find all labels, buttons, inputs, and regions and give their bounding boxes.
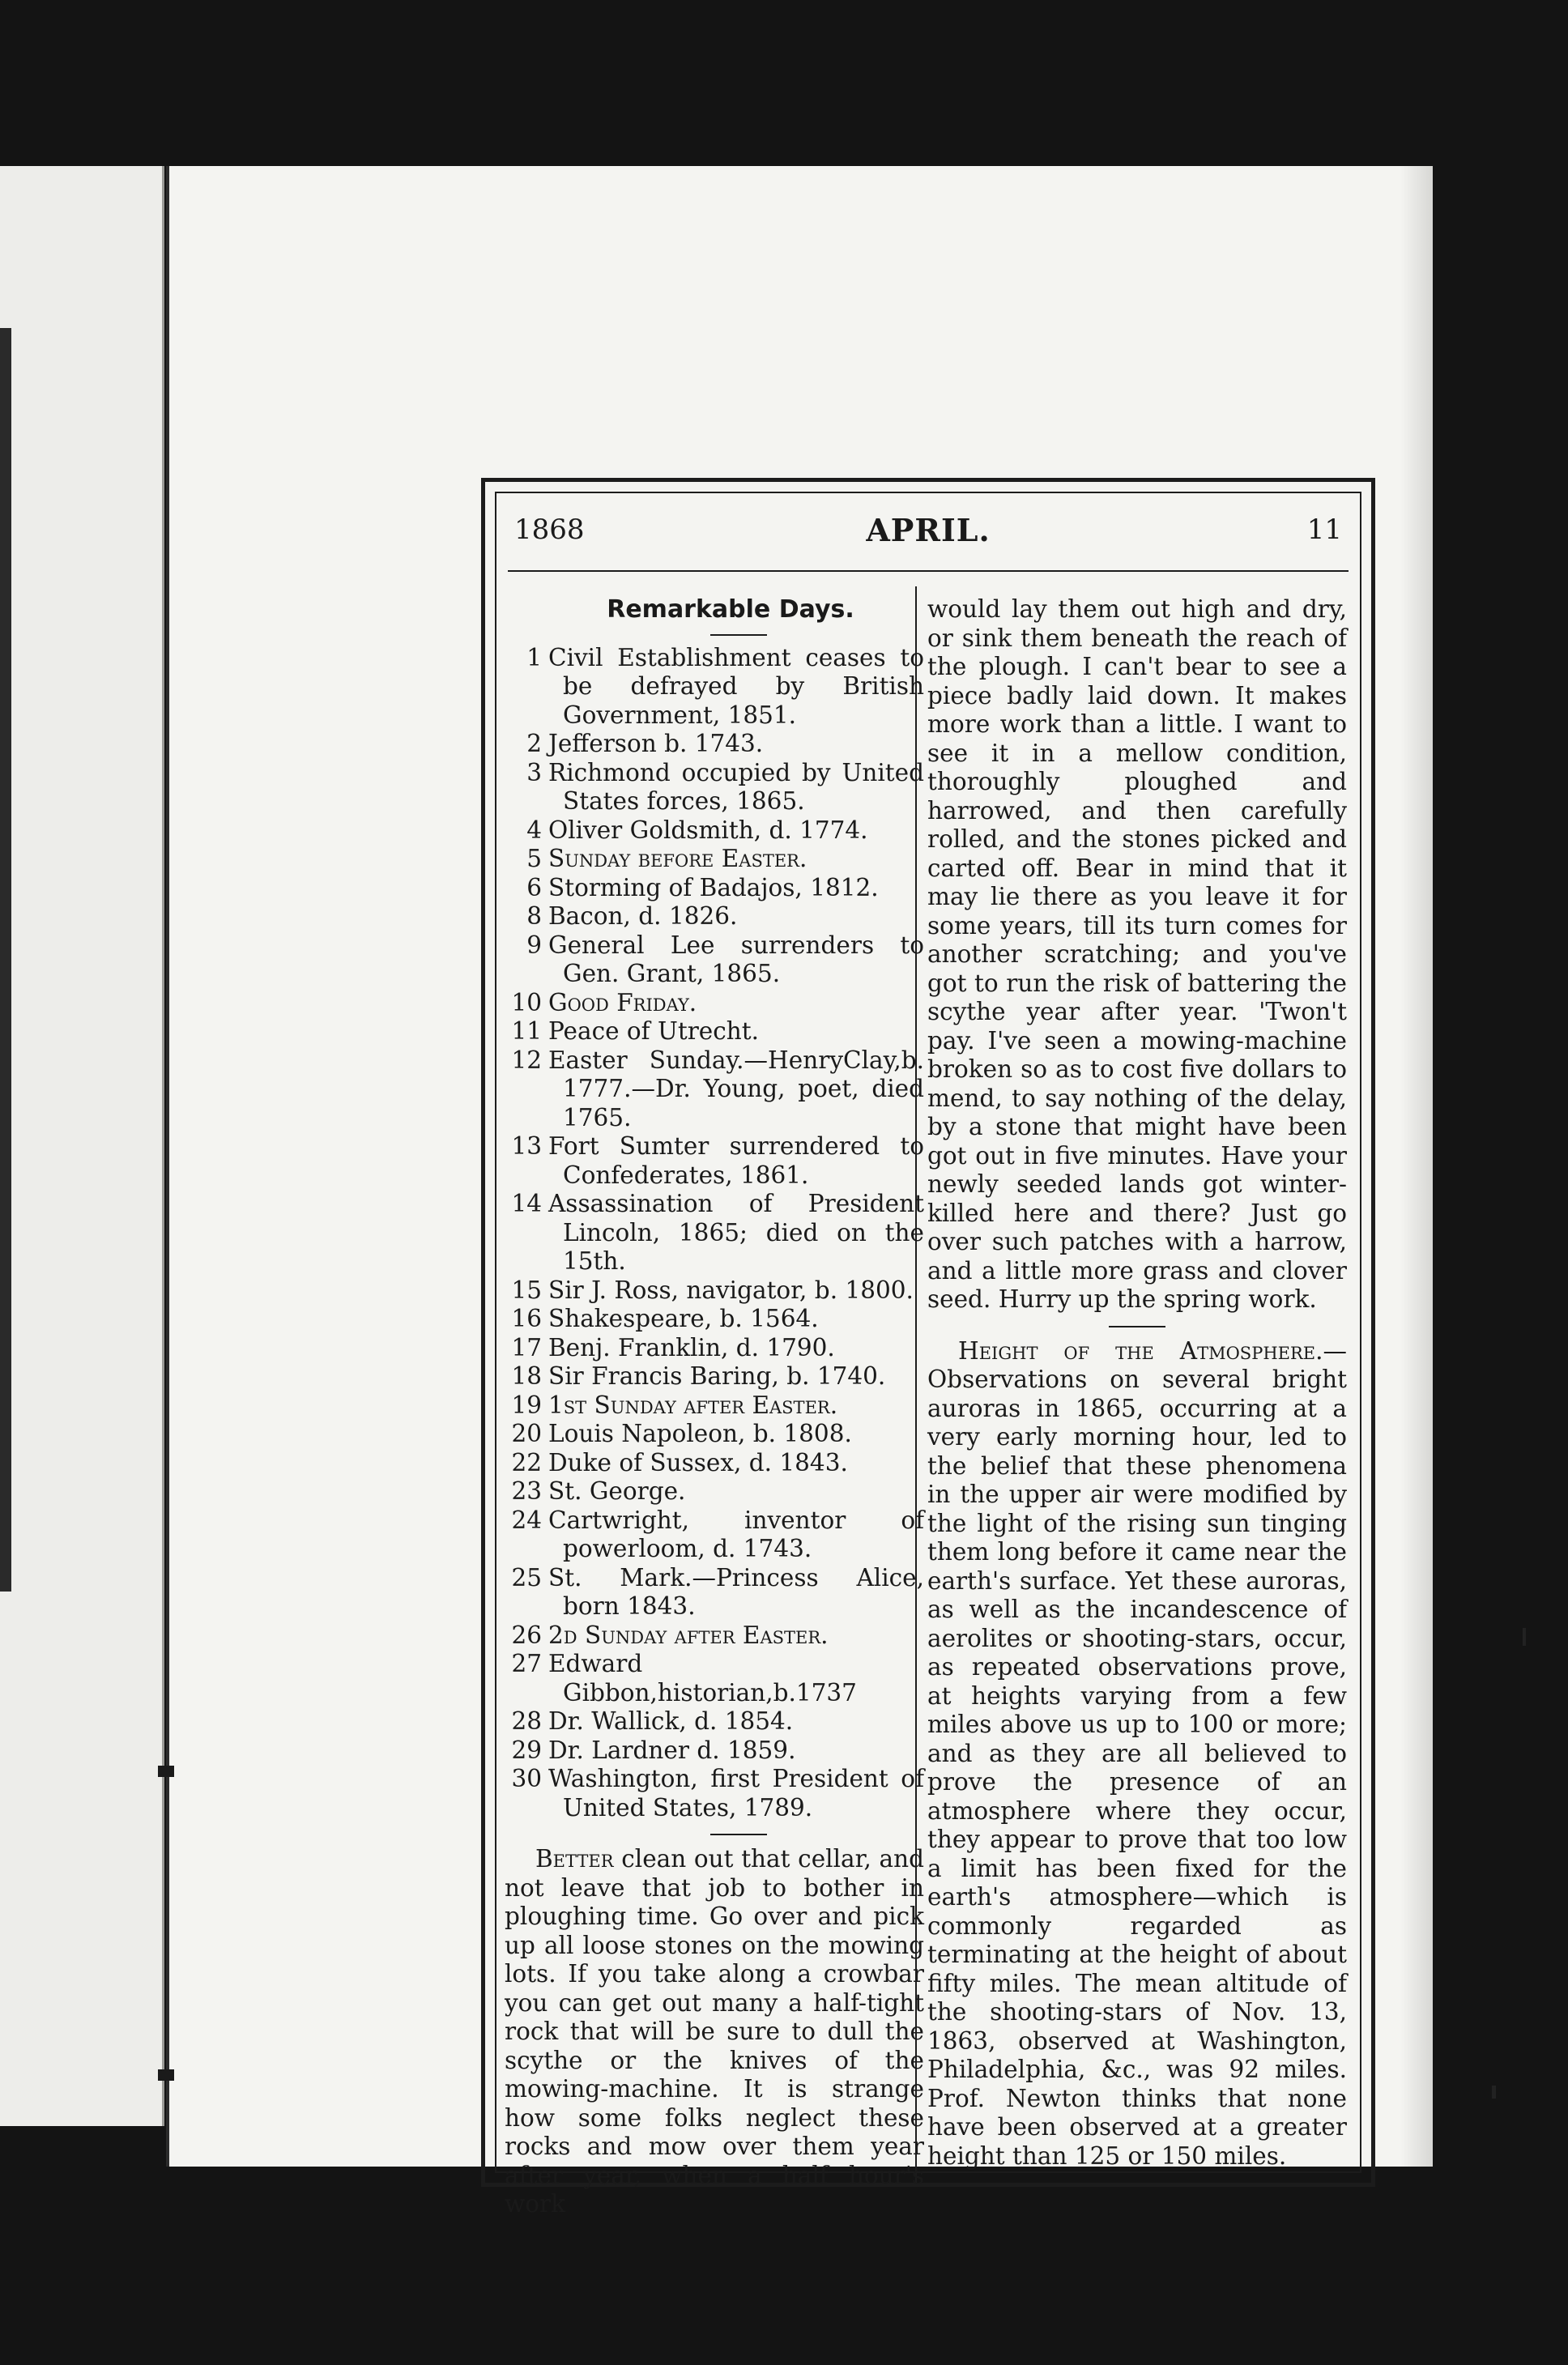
better-paragraph xyxy=(505,1845,924,2219)
remarkable-day-row xyxy=(505,1506,924,1564)
binding-stitch xyxy=(158,1766,174,1777)
day-event: Benj. Franklin, d. 1790. xyxy=(548,1333,835,1361)
better-text: clean out that cellar, and not leave that job to bother in ploughing time. Go over and pick up all loose stones on the mowing lots. If you take along a crowbar you can get out many a half-tight rock that will be sure to dull the scythe or the knives of the mowing-machine. It is strange how some folks neglect these rocks and mow over them year after year, when a half hour's work xyxy=(505,1845,924,2218)
remarkable-day-row xyxy=(505,1305,924,1334)
section-rule xyxy=(1109,1326,1165,1327)
day-number: 24 xyxy=(511,1506,542,1534)
remarkable-day-row xyxy=(505,759,924,816)
day-number: 23 xyxy=(511,1477,542,1505)
scan-speck xyxy=(1492,2086,1496,2099)
day-number: 13 xyxy=(511,1132,542,1160)
remarkable-day-row xyxy=(505,1132,924,1190)
text-frame xyxy=(481,478,1375,2218)
day-number: 9 xyxy=(526,931,542,959)
remarkable-day-row xyxy=(505,1650,924,1707)
remarkable-day-row xyxy=(505,1017,924,1046)
day-number: 5 xyxy=(526,845,542,872)
remarkable-day-row xyxy=(505,644,924,731)
day-event: Peace of Utrecht. xyxy=(548,1017,760,1045)
remarkable-day-row xyxy=(505,874,924,903)
day-number: 25 xyxy=(511,1563,542,1592)
remarkable-day-row xyxy=(505,816,924,846)
day-event: Easter Sunday.—HenryClay,b. 1777.—Dr. Young, poet, died 1765. xyxy=(548,1046,924,1131)
continued-paragraph: would lay them out high and dry, or sink them beneath the reach of the plough. I can't bear to see a piece badly laid down. It makes more work than a little. I want to see it in a mellow condition, thoroughly ploughed and harrowed, and then carefully rolled, and the stones picked and carted off. Bear in mind that it may lie there as you leave it for some years, till its turn comes for another scratching; and you've got to run the risk of battering the scythe year after year. 'Twon't pay. I've seen a mowing-machine broken so as to cost five dollars to mend, to say nothing of the delay, by a stone that might have been got out in five minutes. Have your newly seeded lands got winter-killed here and there? Just go over such patches with a harrow, and a little more grass and clover seed. Hurry up the spring work. xyxy=(927,595,1347,1313)
day-number: 10 xyxy=(511,988,542,1016)
remarkable-day-row xyxy=(505,902,924,931)
previous-page-edge xyxy=(0,328,11,1592)
day-event: Dr. Wallick, d. 1854. xyxy=(548,1707,794,1735)
day-event: Civil Establishment ceases to be defrayed by British Government, 1851. xyxy=(548,643,924,729)
day-event: Washington, first President of United States, 1789. xyxy=(548,1765,924,1822)
day-number: 8 xyxy=(526,902,542,930)
page-shadow xyxy=(1400,166,1433,2167)
day-number: 20 xyxy=(511,1420,542,1447)
remarkable-day-row xyxy=(505,1420,924,1449)
remarkable-day-row xyxy=(505,1391,924,1421)
scan-speck xyxy=(1523,1628,1526,1646)
day-event: Good Friday. xyxy=(548,988,697,1016)
remarkable-days-heading: Remarkable Days. xyxy=(607,595,854,624)
day-event: 2d Sunday after Easter. xyxy=(548,1621,829,1649)
remarkable-day-row xyxy=(505,1276,924,1306)
day-number: 2 xyxy=(526,730,542,757)
remarkable-day-row xyxy=(505,1477,924,1506)
remarkable-day-row xyxy=(505,1046,924,1133)
day-event: Sunday before Easter. xyxy=(548,845,807,872)
remarkable-day-row xyxy=(505,1564,924,1621)
day-number: 29 xyxy=(511,1736,542,1764)
remarkable-day-row xyxy=(505,1736,924,1766)
almanac-page xyxy=(166,166,1433,2218)
day-number: 30 xyxy=(511,1765,542,1792)
atmosphere-lead: Height of the Atmosphere.— xyxy=(958,1336,1347,1365)
page-month-title: APRIL. xyxy=(866,512,991,548)
day-event: Assassination of President Lincoln, 1865; died on the 15th. xyxy=(548,1190,924,1275)
day-number: 15 xyxy=(511,1276,542,1304)
day-number: 11 xyxy=(511,1017,542,1045)
header-rule xyxy=(508,570,1349,572)
remarkable-day-row xyxy=(505,1765,924,1822)
remarkable-day-row xyxy=(505,845,924,874)
left-column xyxy=(505,589,924,2219)
day-event: Edward Gibbon,historian,b.1737 xyxy=(548,1650,857,1707)
page-year: 1868 xyxy=(514,513,585,546)
previous-page-strip xyxy=(0,166,164,2126)
remarkable-day-row xyxy=(505,730,924,759)
better-lead: Better xyxy=(535,1845,614,1873)
remarkable-day-row xyxy=(505,1449,924,1478)
section-rule xyxy=(710,1834,767,1835)
day-number: 12 xyxy=(511,1046,542,1074)
day-event: St. Mark.—Princess Alice, born 1843. xyxy=(548,1563,924,1620)
day-event: Sir Francis Baring, b. 1740. xyxy=(548,1362,886,1390)
day-event: Sir J. Ross, navigator, b. 1800. xyxy=(548,1276,914,1304)
remarkable-day-row xyxy=(505,989,924,1018)
day-event: Shakespeare, b. 1564. xyxy=(548,1305,819,1332)
day-event: General Lee surrenders to Gen. Grant, 1865. xyxy=(548,931,924,987)
binding-stitch xyxy=(158,2069,174,2081)
text-frame-inner xyxy=(495,492,1361,2218)
section-rule xyxy=(710,634,767,636)
day-event: 1st Sunday after Easter. xyxy=(548,1391,838,1419)
day-event: Fort Sumter surrendered to Confederates, 1861. xyxy=(548,1132,924,1189)
day-number: 22 xyxy=(511,1448,542,1477)
day-number: 1 xyxy=(526,643,542,671)
remarkable-days-list xyxy=(505,644,924,1823)
day-number: 3 xyxy=(526,758,542,786)
day-event: St. George. xyxy=(548,1477,686,1505)
day-number: 14 xyxy=(511,1190,542,1217)
day-event: Duke of Sussex, d. 1843. xyxy=(548,1448,848,1477)
day-event: Jefferson b. 1743. xyxy=(548,730,764,757)
day-number: 26 xyxy=(511,1621,542,1649)
day-event: Storming of Badajos, 1812. xyxy=(548,873,879,901)
page-header xyxy=(514,513,1342,556)
day-event: Richmond occupied by United States forces, 1865. xyxy=(548,758,924,815)
remarkable-day-row xyxy=(505,1707,924,1736)
day-event: Oliver Goldsmith, d. 1774. xyxy=(548,816,868,844)
remarkable-day-row xyxy=(505,1621,924,1651)
day-event: Cartwright, inventor of powerloom, d. 1743. xyxy=(548,1506,924,1562)
remarkable-day-row xyxy=(505,1190,924,1276)
day-number: 19 xyxy=(511,1391,542,1419)
page-number: 11 xyxy=(1306,513,1342,546)
day-number: 17 xyxy=(511,1333,542,1361)
day-number: 18 xyxy=(511,1362,542,1390)
remarkable-day-row xyxy=(505,1362,924,1391)
atmosphere-text: Observations on several bright auroras in 1865, occurring at a very early morning hour, led to the belief that these phenomena in the upper air were modified by the light of the rising sun tinging them long before it came near the earth's surface. Yet these auroras, as well as the incandescence of aerolites or shooting-stars, occur, as repeated observations prove, at heights varying from a few miles above us up to 100 or more; and as they are all believed to prove the presence of an atmosphere where they occur, they appear to prove that too low a limit has been fixed for the earth's atmosphere—which is commonly regarded as terminating at the height of about fifty miles. The mean altitude of the shooting-stars of Nov. 13, 1863, observed at Washington, Philadelphia, &c., was 92 miles. Prof. Newton thinks that none have been observed at a greater height than 125 or 150 miles. xyxy=(927,1366,1347,2170)
remarkable-day-row xyxy=(505,931,924,989)
right-column xyxy=(927,589,1347,2171)
day-number: 27 xyxy=(511,1650,542,1677)
day-number: 6 xyxy=(526,873,542,901)
day-number: 16 xyxy=(511,1305,542,1332)
atmosphere-paragraph xyxy=(927,1337,1347,2171)
day-event: Louis Napoleon, b. 1808. xyxy=(548,1420,852,1447)
day-event: Dr. Lardner d. 1859. xyxy=(548,1736,796,1764)
day-number: 28 xyxy=(511,1707,542,1735)
remarkable-day-row xyxy=(505,1334,924,1363)
day-number: 4 xyxy=(526,816,542,844)
day-event: Bacon, d. 1826. xyxy=(548,902,738,930)
